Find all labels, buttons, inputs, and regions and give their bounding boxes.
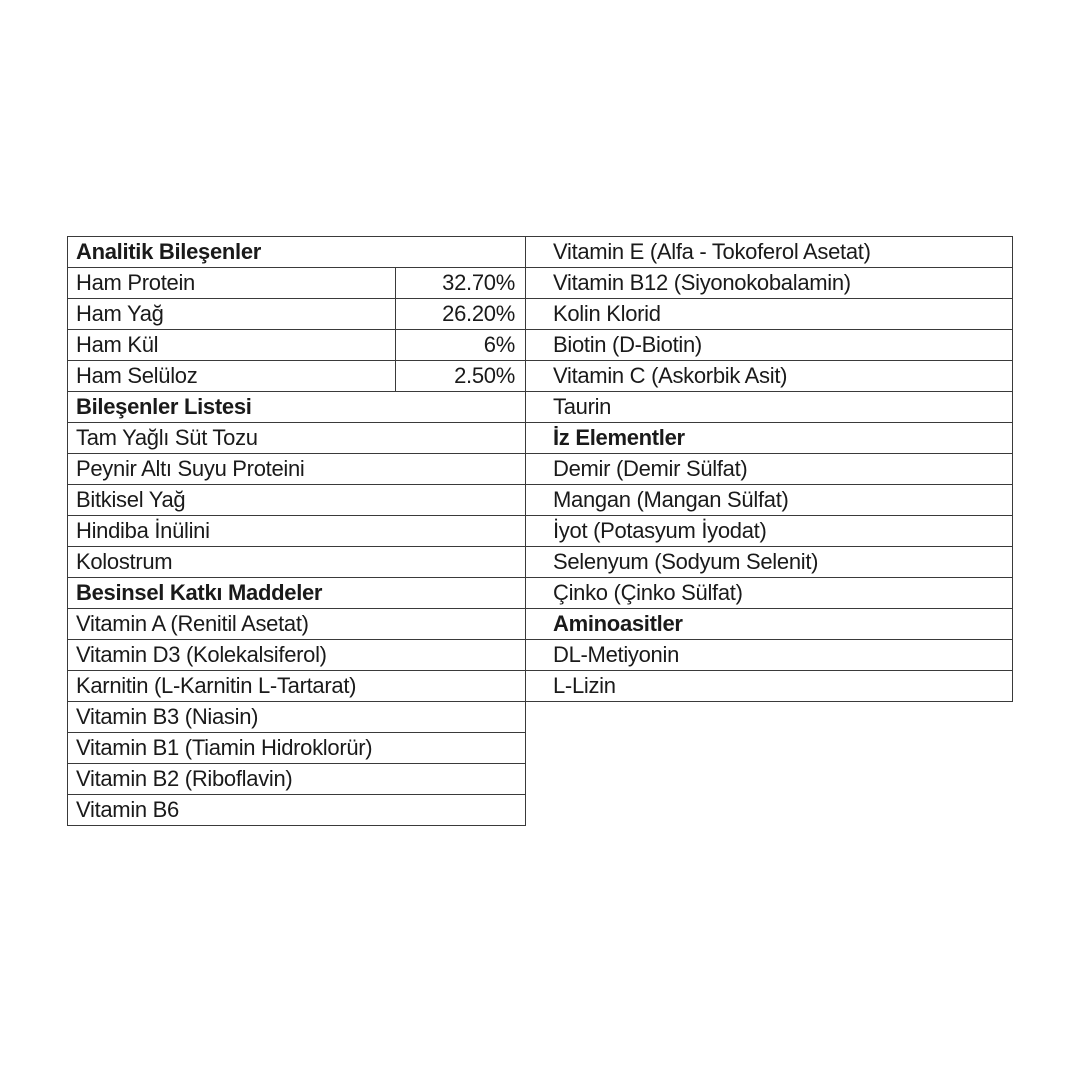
ingredient-text: Tam Yağlı Süt Tozu	[76, 425, 258, 450]
additive-text: Karnitin (L-Karnitin L-Tartarat)	[76, 673, 357, 698]
vitamin-text: Vitamin E (Alfa - Tokoferol Asetat)	[553, 239, 871, 264]
analytic-heading: Analitik Bileşenler	[76, 239, 262, 264]
vitamin-row	[525, 391, 1013, 423]
analytic-value: 32.70%	[442, 270, 515, 295]
additive-row	[67, 701, 526, 733]
right-table	[525, 236, 1013, 702]
trace-element-row	[525, 484, 1013, 516]
vitamin-text: Vitamin C (Askorbik Asit)	[553, 363, 788, 388]
trace-element-text: Mangan (Mangan Sülfat)	[553, 487, 789, 512]
analytic-name: Ham Kül	[68, 330, 396, 360]
trace-heading-row	[525, 422, 1013, 454]
amino-acid-row	[525, 639, 1013, 671]
analytic-name: Ham Selüloz	[68, 361, 396, 391]
ingredient-row	[67, 422, 526, 454]
additive-text: Vitamin D3 (Kolekalsiferol)	[76, 642, 327, 667]
additive-text: Vitamin B1 (Tiamin Hidroklorür)	[76, 735, 373, 760]
trace-heading: İz Elementler	[553, 425, 685, 450]
trace-element-row	[525, 453, 1013, 485]
trace-element-row	[525, 515, 1013, 547]
trace-element-text: Demir (Demir Sülfat)	[553, 456, 748, 481]
analytic-heading-row	[67, 236, 526, 268]
additive-row	[67, 608, 526, 640]
analytic-row	[67, 360, 526, 392]
analytic-value: 2.50%	[454, 363, 515, 388]
additive-text: Vitamin A (Renitil Asetat)	[76, 611, 309, 636]
analytic-row	[67, 267, 526, 299]
additive-row	[67, 639, 526, 671]
additive-row	[67, 670, 526, 702]
analytic-row	[67, 329, 526, 361]
additive-row	[67, 763, 526, 795]
vitamin-row	[525, 236, 1013, 268]
amino-acid-row	[525, 670, 1013, 702]
vitamin-text: Vitamin B12 (Siyonokobalamin)	[553, 270, 851, 295]
trace-element-text: İyot (Potasyum İyodat)	[553, 518, 767, 543]
additive-text: Vitamin B2 (Riboflavin)	[76, 766, 293, 791]
additive-row	[67, 794, 526, 826]
additives-heading: Besinsel Katkı Maddeler	[76, 580, 323, 605]
ingredients-heading: Bileşenler Listesi	[76, 394, 252, 419]
ingredients-heading-row	[67, 391, 526, 423]
vitamin-text: Kolin Klorid	[553, 301, 661, 326]
additive-text: Vitamin B3 (Niasin)	[76, 704, 259, 729]
amino-heading-row	[525, 608, 1013, 640]
ingredient-text: Peynir Altı Suyu Proteini	[76, 456, 305, 481]
additive-row	[67, 732, 526, 764]
analytic-value: 6%	[483, 332, 515, 357]
ingredient-row	[67, 546, 526, 578]
analytic-name: Ham Yağ	[68, 299, 396, 329]
trace-element-row	[525, 577, 1013, 609]
vitamin-text: Taurin	[553, 394, 612, 419]
analytic-value: 26.20%	[442, 301, 515, 326]
amino-acid-text: L-Lizin	[553, 673, 616, 698]
trace-element-text: Çinko (Çinko Sülfat)	[553, 580, 743, 605]
additives-heading-row	[67, 577, 526, 609]
additive-text: Vitamin B6	[76, 797, 179, 822]
left-table	[67, 236, 526, 826]
vitamin-text: Biotin (D-Biotin)	[553, 332, 702, 357]
ingredient-text: Kolostrum	[76, 549, 173, 574]
ingredient-text: Bitkisel Yağ	[76, 487, 186, 512]
vitamin-row	[525, 298, 1013, 330]
vitamin-row	[525, 267, 1013, 299]
analytic-name: Ham Protein	[68, 268, 396, 298]
ingredient-row	[67, 484, 526, 516]
vitamin-row	[525, 360, 1013, 392]
vitamin-row	[525, 329, 1013, 361]
trace-element-text: Selenyum (Sodyum Selenit)	[553, 549, 819, 574]
ingredient-text: Hindiba İnülini	[76, 518, 210, 543]
ingredient-row	[67, 453, 526, 485]
amino-acid-text: DL-Metiyonin	[553, 642, 680, 667]
ingredient-row	[67, 515, 526, 547]
trace-element-row	[525, 546, 1013, 578]
amino-heading: Aminoasitler	[553, 611, 683, 636]
analytic-row	[67, 298, 526, 330]
